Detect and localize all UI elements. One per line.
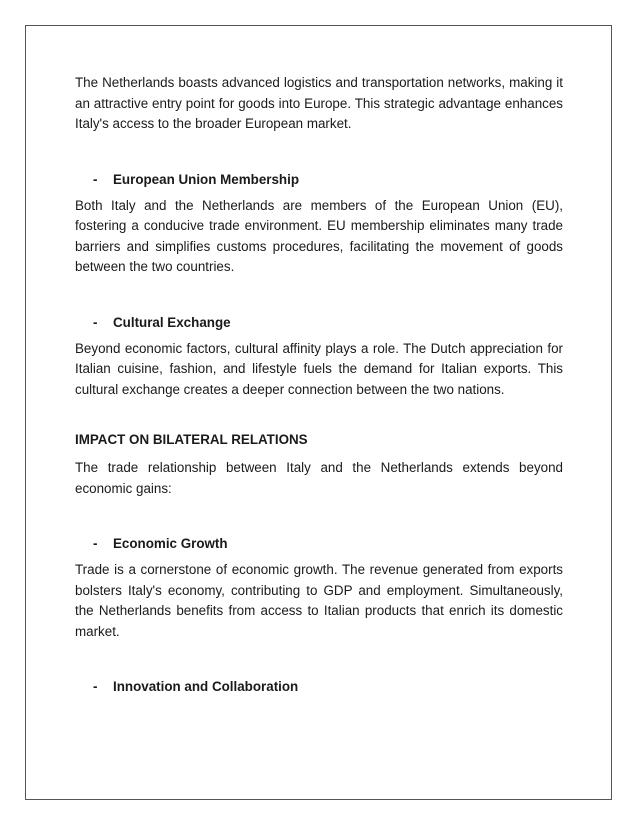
bullet-dash: - [93, 536, 98, 551]
impact-paragraph: The trade relationship between Italy and the Netherlands extends beyond economic gains: [75, 460, 563, 496]
section-title: European Union Membership [113, 171, 299, 187]
section-heading-eu-membership [75, 170, 563, 190]
section-heading-economic-growth [75, 534, 563, 554]
section-heading-innovation-collaboration [75, 677, 563, 697]
bullet-dash: - [93, 679, 98, 694]
section-title: Economic Growth [113, 536, 228, 551]
impact-heading: IMPACT ON BILATERAL RELATIONS [75, 432, 308, 447]
section-heading-cultural-exchange [75, 313, 563, 333]
bullet-dash: - [93, 171, 98, 187]
section-title: Cultural Exchange [113, 314, 231, 330]
section-body-eu-membership: Both Italy and the Netherlands are members of the European Union (EU), fostering a conducive trade environment. EU membership eliminates many trade barriers and simplifies customs procedures, facilitating the movement of goods between the two countries. [75, 197, 563, 274]
intro-paragraph: The Netherlands boasts advanced logistics and transportation networks, making it an attractive entry point for goods into Europe. This strategic advantage enhances Italy's access to the broader European market. [75, 75, 563, 131]
document-body [75, 73, 563, 697]
bullet-dash: - [93, 314, 98, 330]
section-title: Innovation and Collaboration [113, 679, 299, 694]
section-body-cultural-exchange: Beyond economic factors, cultural affinity plays a role. The Dutch appreciation for Italian cuisine, fashion, and lifestyle fuels the demand for Italian exports. This cultural exchange creates a deeper connection between the two nations. [75, 340, 563, 397]
section-body-economic-growth: Trade is a cornerstone of economic growth. The revenue generated from exports bolsters Italy's economy, contributing to GDP and employment. Simultaneously, the Netherlands benefits from access to Italian products that enrich its domestic market. [75, 562, 563, 639]
